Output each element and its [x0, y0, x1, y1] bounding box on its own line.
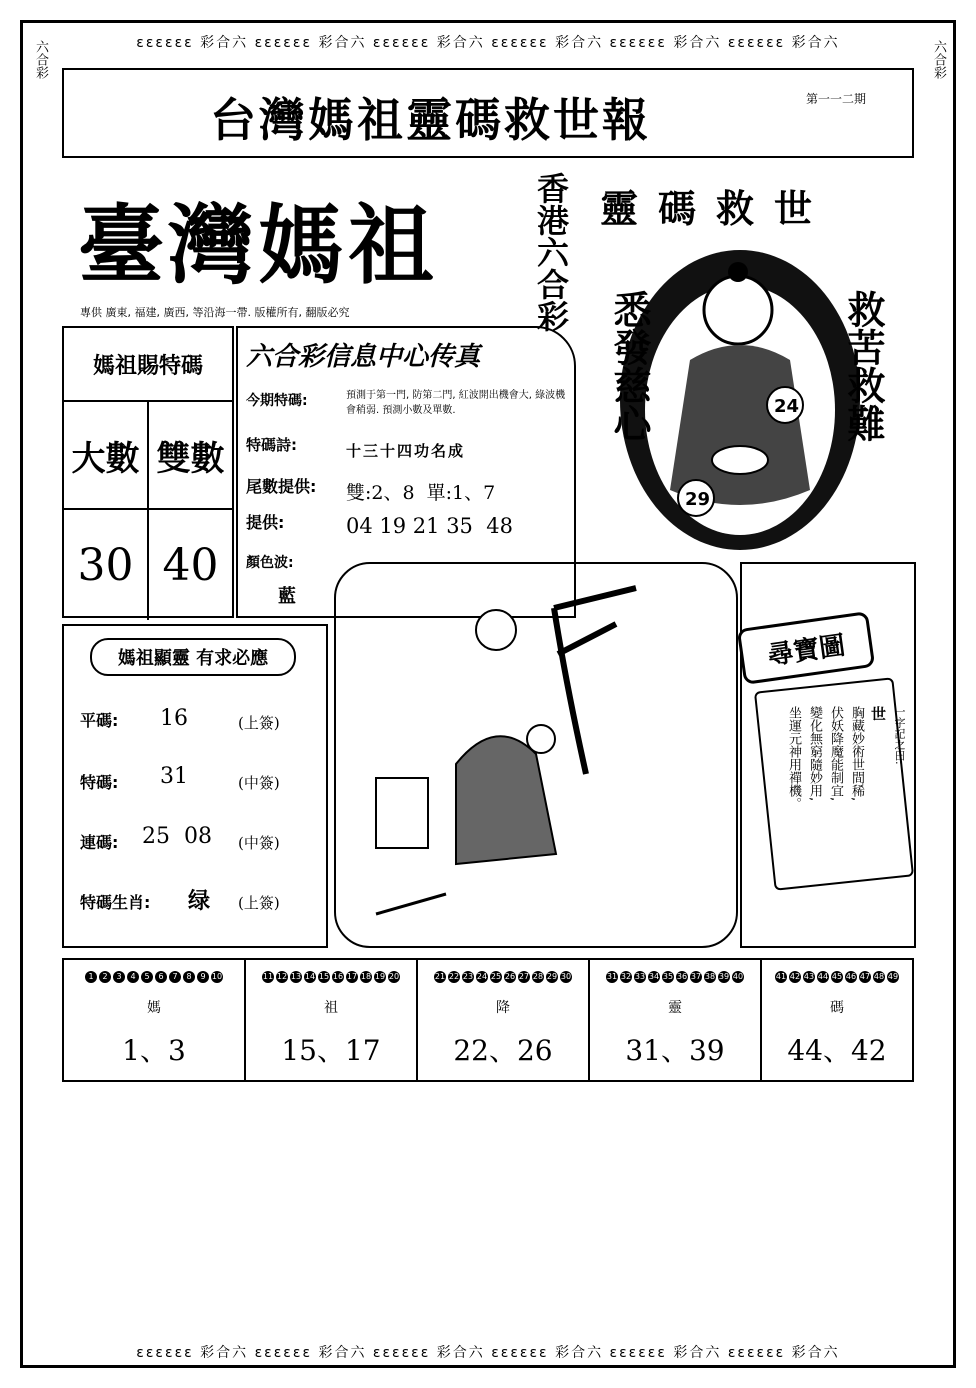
ball: 22: [448, 972, 460, 981]
ball: 43: [803, 972, 815, 981]
brand-title: 臺灣媽祖: [78, 196, 438, 296]
bottom-char-2: 祖: [324, 1000, 338, 1016]
bottom-num-2: 15、17: [281, 1034, 381, 1067]
bottom-char-4: 靈: [668, 1000, 682, 1016]
miracle-row-1-label: 平碼:: [80, 711, 119, 730]
fax-poem: 十三十四功名成: [346, 442, 466, 460]
special-even: 雙數: [156, 438, 225, 479]
ball-row-1: [64, 960, 244, 987]
distribution-note: 專供 廣東, 福建, 廣西, 等沿海一帶. 版權所有, 翻版必究: [80, 306, 350, 319]
bottom-num-3: 22、26: [453, 1034, 553, 1067]
masthead-title: 台灣媽祖靈碼救世報: [210, 93, 651, 147]
fax-title: 六合彩信息中心传真: [246, 342, 481, 372]
miracle-row-2-label: 特碼:: [80, 773, 119, 792]
bottom-num-4: 31、39: [625, 1034, 725, 1067]
treasure-poem-col-2: 伏妖降魔能制宜,: [828, 706, 843, 802]
ball: 25: [490, 972, 502, 981]
ball: 37: [690, 972, 702, 981]
ball: 39: [718, 972, 730, 981]
ball: 38: [704, 972, 716, 981]
special-box: [62, 326, 234, 618]
special-title: 媽祖賜特碼: [92, 353, 203, 379]
treasure-poem-col-1: 胸藏妙術世間稀,: [849, 706, 864, 802]
buddha-arc-text: 靈碼救世: [600, 187, 833, 231]
treasure-poem-col-4: 坐運元神用禪機。: [786, 706, 801, 810]
ball: 32: [620, 972, 632, 981]
fax-this-label: 今期特碼:: [246, 393, 308, 409]
ball: 45: [831, 972, 843, 981]
treasure-poem-col-3: 變化無窮隨妙用,: [807, 706, 822, 802]
border-left-text: 六合彩: [33, 40, 48, 79]
ball: 21: [434, 972, 446, 981]
fax-color: 藍: [278, 586, 296, 607]
bottom-col-2: [244, 960, 416, 1080]
miracle-row-4-tag: (上簽): [238, 894, 280, 912]
border-right: [920, 40, 956, 1348]
bottom-num-1: 1、3: [122, 1034, 186, 1067]
ball: 24: [476, 972, 488, 981]
special-type-row: [64, 402, 232, 510]
bottom-num-5: 44、42: [787, 1034, 887, 1067]
bottom-col-3: [416, 960, 588, 1080]
ball: 7: [169, 971, 181, 983]
ball: 29: [546, 972, 558, 981]
miracle-row-1-value: 16: [160, 706, 188, 731]
miracle-row-4-value: 绿: [188, 888, 211, 914]
miracle-row-2-tag: (中簽): [238, 774, 280, 792]
fax-poem-label: 特碼詩:: [246, 436, 297, 454]
ball: 44: [817, 972, 829, 981]
ball: 6: [155, 971, 167, 983]
picture-frame: [334, 562, 738, 948]
treasure-intro: 一字記之曰:: [893, 706, 906, 765]
ball: 20: [388, 972, 400, 981]
miracle-row-1-tag: (上簽): [238, 714, 280, 732]
buddha-right-text: 救苦救難: [841, 290, 885, 442]
ball: 47: [859, 972, 871, 981]
ball: 40: [732, 972, 744, 981]
ball-row-2: [246, 960, 416, 987]
ball: 41: [775, 972, 787, 981]
border-bottom: ɛɛɛɛɛɛ 彩合六 ɛɛɛɛɛɛ 彩合六 ɛɛɛɛɛɛ 彩合六 ɛɛɛɛɛɛ 彩合六 ɛɛɛɛɛɛ 彩合六 ɛɛɛɛɛɛ 彩合六: [136, 1345, 840, 1361]
treasure-poem: [784, 706, 907, 886]
fax-provide-label: 提供:: [246, 513, 285, 532]
ball: 14: [304, 972, 316, 981]
buddha-number-2: 29: [685, 489, 711, 510]
ball-row-3: [418, 960, 588, 987]
fax-this-text: 預測于第一門, 防第二門, 紅波開出機會大, 綠波機會稍弱. 預測小數及單數.: [346, 390, 566, 416]
fax-provide: 04 19 21 35 48: [346, 514, 513, 538]
fax-color-label: 顏色波:: [246, 555, 294, 571]
miracle-title: 媽祖顯靈 有求必應: [90, 638, 296, 676]
ball: 15: [318, 972, 330, 981]
ball: 13: [290, 972, 302, 981]
ball: 49: [887, 972, 899, 981]
buddha-left-text: 悉發慈心: [607, 290, 651, 442]
ball: 23: [462, 972, 474, 981]
ball: 26: [504, 972, 516, 981]
fax-tail: 雙:2、8 單:1、7: [346, 482, 496, 504]
ball: 8: [183, 971, 195, 983]
ball: 27: [518, 972, 530, 981]
special-header: [64, 328, 232, 402]
ball: 19: [374, 972, 386, 981]
ball-row-4: [590, 960, 760, 987]
miracle-row-3-label: 連碼:: [80, 833, 119, 852]
ball: 10: [211, 972, 223, 981]
bottom-char-3: 降: [496, 1000, 510, 1016]
border-left: [22, 40, 58, 1348]
ball: 28: [532, 972, 544, 981]
treasure-title: 尋寶圖: [737, 611, 876, 685]
ball: 42: [789, 972, 801, 981]
ball: 12: [276, 972, 288, 981]
ball: 2: [99, 971, 111, 983]
ball: 17: [346, 972, 358, 981]
miracle-row-3-tag: (中簽): [238, 834, 280, 852]
miracle-row-2-value: 31: [160, 764, 188, 789]
bottom-char-5: 碼: [830, 1000, 844, 1016]
ball: 11: [262, 972, 274, 981]
ball: 33: [634, 972, 646, 981]
bottom-char-1: 媽: [147, 1000, 161, 1016]
ball: 4: [127, 971, 139, 983]
ball: 5: [141, 971, 153, 983]
ball: 31: [606, 972, 618, 981]
buddha-number-1: 24: [774, 396, 800, 417]
ball: 1: [85, 971, 97, 983]
miracle-row-4-label: 特碼生肖:: [80, 893, 151, 912]
treasure-key: 世: [869, 706, 887, 721]
special-num-1: 30: [64, 510, 149, 620]
ball: 16: [332, 972, 344, 981]
ball: 36: [676, 972, 688, 981]
sage-illustration: [336, 564, 736, 946]
ball: 30: [560, 972, 572, 981]
ball: 34: [648, 972, 660, 981]
fax-tail-label: 尾數提供:: [246, 477, 317, 496]
special-num-2: 40: [162, 539, 219, 591]
border-top: ɛɛɛɛɛɛ 彩合六 ɛɛɛɛɛɛ 彩合六 ɛɛɛɛɛɛ 彩合六 ɛɛɛɛɛɛ 彩合六 ɛɛɛɛɛɛ 彩合六 ɛɛɛɛɛɛ 彩合六: [136, 35, 840, 51]
ball: 18: [360, 972, 372, 981]
hk-vertical: 香港六合彩: [532, 172, 570, 332]
special-big: 大數: [64, 402, 149, 508]
bottom-col-4: [588, 960, 760, 1080]
ball: 3: [113, 971, 125, 983]
bottom-strip: [62, 958, 914, 1082]
bottom-col-1: [62, 960, 244, 1080]
ball: 46: [845, 972, 857, 981]
bottom-col-5: [760, 960, 914, 1080]
ball: 35: [662, 972, 674, 981]
border-right-text: 六合彩: [931, 40, 946, 79]
special-number-row: [64, 510, 232, 620]
miracle-row-3-value: 25 08: [142, 824, 212, 849]
issue-number: 第一一二期: [806, 92, 867, 106]
ball: 9: [197, 971, 209, 983]
ball: 48: [873, 972, 885, 981]
ball-row-5: [762, 960, 912, 987]
